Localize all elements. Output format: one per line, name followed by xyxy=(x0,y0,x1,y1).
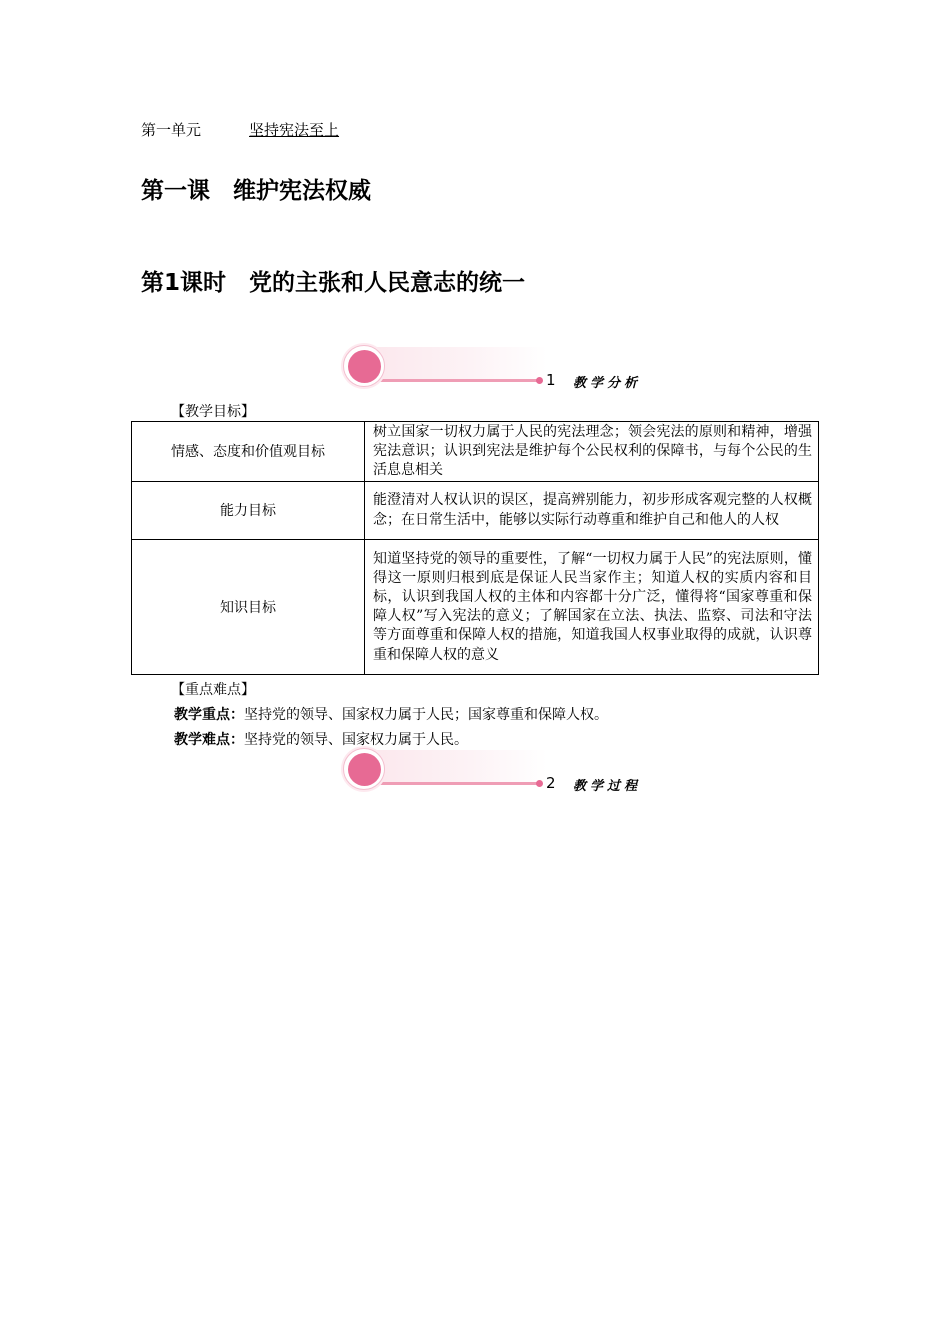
focus-text: 坚持党的领导、国家权力属于人民；国家尊重和保障人权。 xyxy=(244,707,608,723)
section-banner-analysis xyxy=(343,345,653,389)
teaching-focus xyxy=(174,704,608,724)
banner-background xyxy=(357,347,547,379)
teaching-difficulty xyxy=(174,729,468,749)
table-row xyxy=(132,422,819,482)
objectives-table xyxy=(131,421,819,675)
banner-background xyxy=(357,750,547,782)
banner-rule xyxy=(365,782,540,785)
banner-label: 教学分析 xyxy=(573,376,642,391)
focus-label: 教学重点： xyxy=(174,707,244,723)
section-banner-process xyxy=(343,748,653,792)
banner-number: 1 xyxy=(546,371,556,389)
banner-circle-icon xyxy=(343,345,385,387)
period-title: 第1课时 党的主张和人民意志的统一 xyxy=(141,270,526,296)
unit-header xyxy=(141,119,339,140)
difficulty-label: 教学难点： xyxy=(174,732,244,748)
banner-rule xyxy=(365,379,540,382)
lesson-title: 第一课 维护宪法权威 xyxy=(141,178,371,204)
objectives-heading: 【教学目标】 xyxy=(171,404,255,420)
banner-number: 2 xyxy=(546,774,556,792)
objective-category: 知识目标 xyxy=(132,539,365,674)
objective-content: 知道坚持党的领导的重要性，了解“一切权力属于人民”的宪法原则，懂得这一原则归根到底是保证人民当家作主；知道人权的实质内容和目标，认识到我国人权的主体和内容都十分广泛，懂得将“国家尊重和保障人权”写入宪法的意义；了解国家在立法、执法、监察、司法和守法等方面尊重和保障人权的措施，知道我国人权事业取得的成就，认识尊重和保障人权的意义 xyxy=(365,539,819,674)
objective-content: 树立国家一切权力属于人民的宪法理念；领会宪法的原则和精神，增强宪法意识；认识到宪法是维护每个公民权利的保障书，与每个公民的生活息息相关 xyxy=(365,422,819,482)
objective-category: 能力目标 xyxy=(132,481,365,539)
banner-label: 教学过程 xyxy=(573,779,642,794)
banner-dot-icon xyxy=(536,377,543,384)
difficulty-text: 坚持党的领导、国家权力属于人民。 xyxy=(244,732,468,748)
key-points-heading: 【重点难点】 xyxy=(171,682,255,698)
unit-title: 坚持宪法至上 xyxy=(249,121,340,139)
objective-category: 情感、态度和价值观目标 xyxy=(132,422,365,482)
table-row xyxy=(132,481,819,539)
table-row xyxy=(132,539,819,674)
banner-circle-icon xyxy=(343,748,385,790)
unit-label: 第一单元 xyxy=(141,121,202,139)
banner-dot-icon xyxy=(536,780,543,787)
objective-content: 能澄清对人权认识的误区，提高辨别能力，初步形成客观完整的人权概念；在日常生活中，能够以实际行动尊重和维护自己和他人的人权 xyxy=(365,481,819,539)
